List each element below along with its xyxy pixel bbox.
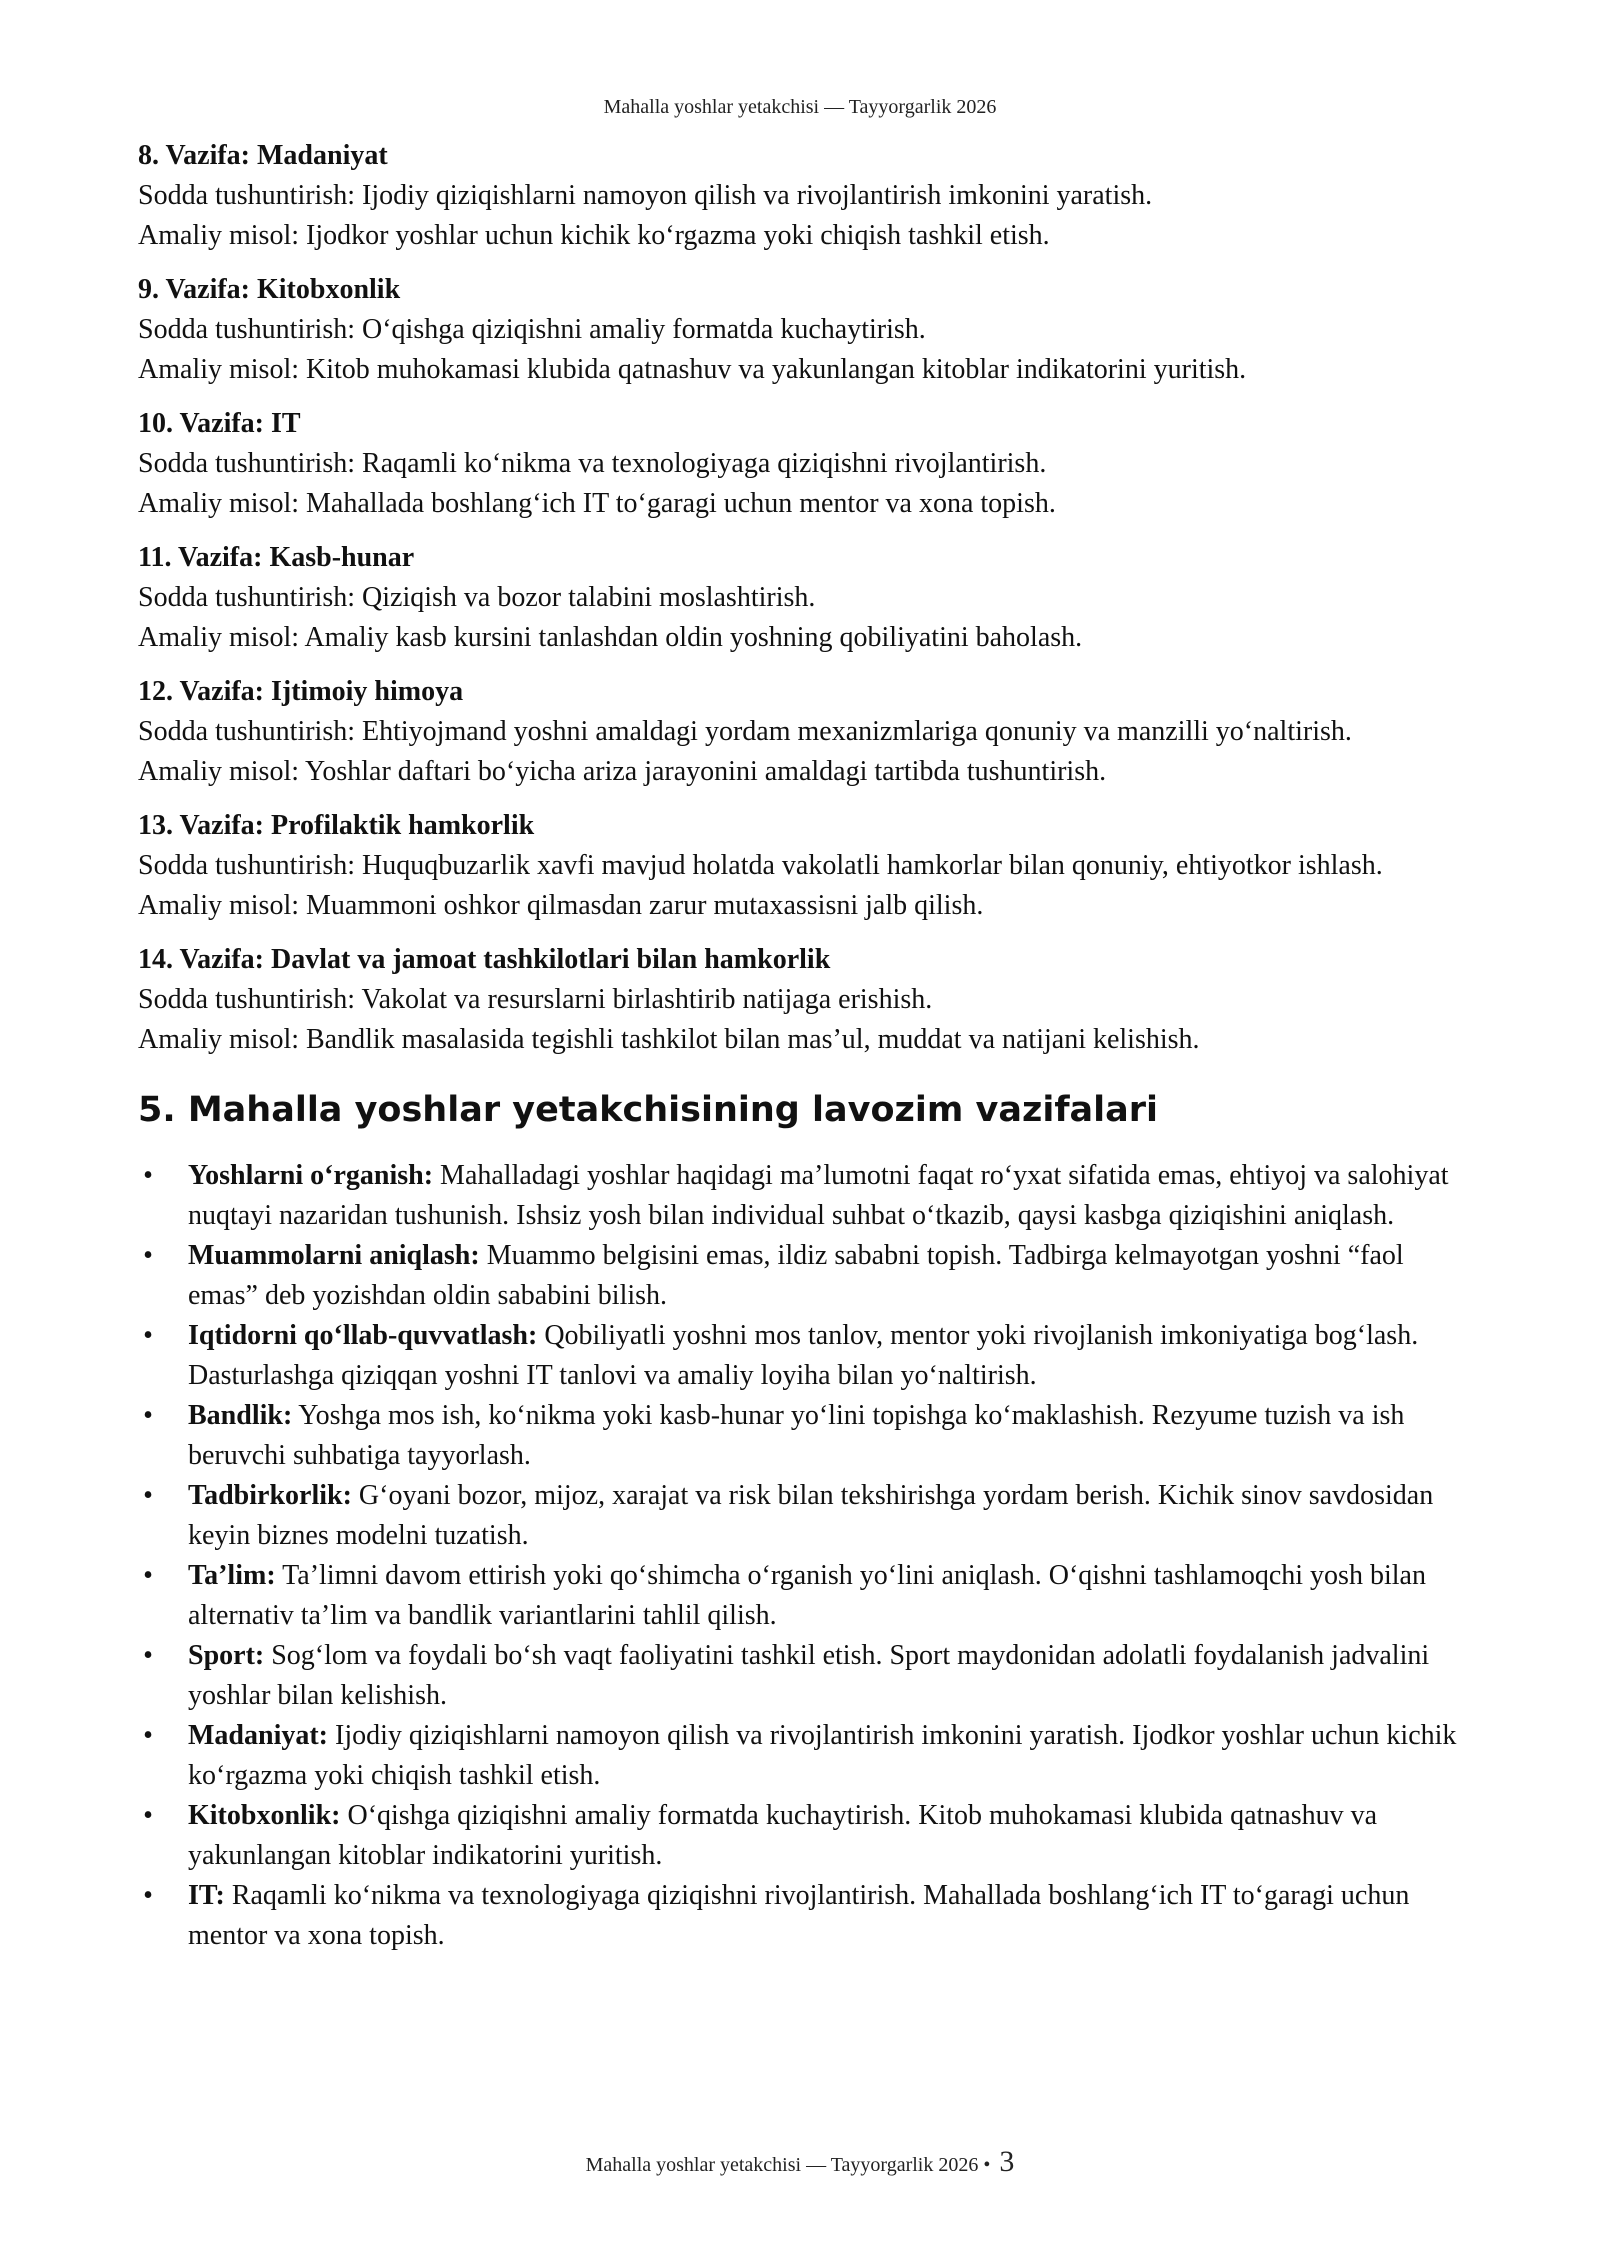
task-item — [138, 672, 1478, 792]
list-item — [138, 1636, 1478, 1716]
task-title: 8. Vazifa: Madaniyat — [138, 140, 388, 171]
task-title: 13. Vazifa: Profilaktik hamkorlik — [138, 810, 535, 841]
task-example: Amaliy misol: Muammoni oshkor qilmasdan zarur mutaxassisni jalb qilish. — [138, 890, 984, 921]
task-explanation: Sodda tushuntirish: Vakolat va resurslarni birlashtirib natijaga erishish. — [138, 984, 933, 1015]
task-explanation: Sodda tushuntirish: Ijodiy qiziqishlarni namoyon qilish va rivojlantirish imkonini yaratish. — [138, 180, 1153, 211]
task-item — [138, 404, 1478, 524]
bullet-icon: • — [143, 1400, 153, 1431]
task-example: Amaliy misol: Bandlik masalasida tegishli tashkilot bilan mas’ul, muddat va natijani kelishish. — [138, 1024, 1200, 1055]
list-item — [138, 1396, 1478, 1476]
task-item — [138, 940, 1478, 1060]
task-title: 9. Vazifa: Kitobxonlik — [138, 274, 401, 305]
bullet-icon: • — [143, 1240, 153, 1271]
list-item — [138, 1476, 1478, 1556]
list-item — [138, 1876, 1478, 1956]
task-explanation: Sodda tushuntirish: O‘qishga qiziqishni amaliy formatda kuchaytirish. — [138, 314, 926, 345]
task-title: 11. Vazifa: Kasb-hunar — [138, 542, 415, 573]
list-item — [138, 1236, 1478, 1316]
bullet-icon: • — [143, 1720, 153, 1751]
task-example: Amaliy misol: Kitob muhokamasi klubida qatnashuv va yakunlangan kitoblar indikatorini yuritish. — [138, 354, 1247, 385]
list-item — [138, 1716, 1478, 1796]
footer-title: Mahalla yoshlar yetakchisi — Tayyorgarlik 2026 — [585, 2154, 979, 2176]
task-example: Amaliy misol: Mahallada boshlang‘ich IT to‘garagi uchun mentor va xona topish. — [138, 488, 1056, 519]
duty-text: Muammo belgisini emas, ildiz sababni topish. Tadbirga kelmayotgan yoshni “faol emas” deb yozishdan oldin sababini bilish. — [188, 1240, 1404, 1311]
bullet-icon: • — [143, 1800, 153, 1831]
task-explanation: Sodda tushuntirish: Ehtiyojmand yoshni amaldagi yordam mexanizmlariga qonuniy va manzilli yo‘naltirish. — [138, 716, 1352, 747]
section-heading: 5. Mahalla yoshlar yetakchisining lavozim vazifalari — [138, 1090, 1159, 1130]
duty-text: Yoshga mos ish, ko‘nikma yoki kasb-hunar yo‘lini topishga ko‘maklashish. Rezyume tuzish va ish beruvchi suhbatiga tayyorlash. — [188, 1400, 1405, 1471]
bullet-icon: • — [143, 1560, 153, 1591]
task-example: Amaliy misol: Amaliy kasb kursini tanlashdan oldin yoshning qobiliyatini baholash. — [138, 622, 1083, 653]
duty-term: Yoshlarni o‘rganish: — [188, 1160, 434, 1191]
task-title: 14. Vazifa: Davlat va jamoat tashkilotlari bilan hamkorlik — [138, 944, 831, 975]
list-item — [138, 1156, 1478, 1236]
task-explanation: Sodda tushuntirish: Raqamli ko‘nikma va texnologiyaga qiziqishni rivojlantirish. — [138, 448, 1047, 479]
bullet-icon: • — [143, 1880, 153, 1911]
task-explanation: Sodda tushuntirish: Qiziqish va bozor talabini moslashtirish. — [138, 582, 816, 613]
duty-text: G‘oyani bozor, mijoz, xarajat va risk bilan tekshirishga yordam berish. Kichik sinov savdosidan keyin biznes modelni tuzatish. — [188, 1480, 1434, 1551]
duty-term: Kitobxonlik: — [188, 1800, 341, 1831]
list-item — [138, 1556, 1478, 1636]
duties-list — [138, 1156, 1478, 1956]
duty-term: Iqtidorni qo‘llab-quvvatlash: — [188, 1320, 538, 1351]
duty-term: Ta’lim: — [188, 1560, 276, 1591]
task-item — [138, 806, 1478, 926]
duty-term: Muammolarni aniqlash: — [188, 1240, 480, 1271]
duty-text: O‘qishga qiziqishni amaliy formatda kuchaytirish. Kitob muhokamasi klubida qatnashuv va yakunlangan kitoblar indikatorini yuritish. — [188, 1800, 1378, 1871]
duty-term: IT: — [188, 1880, 225, 1911]
duty-text: Ta’limni davom ettirish yoki qo‘shimcha o‘rganish yo‘lini aniqlash. O‘qishni tashlamoqchi yosh bilan alternativ ta’lim va bandlik variantlarini tahlil qilish. — [188, 1560, 1426, 1631]
duty-text: Mahalladagi yoshlar haqidagi ma’lumotni faqat ro‘yxat sifatida emas, ehtiyoj va salohiyat nuqtayi nazaridan tushunish. Ishsiz yosh bilan individual suhbat o‘tkazib, qaysi kasbga qiziqishini aniqlash. — [188, 1160, 1449, 1231]
page-number: 3 — [999, 2145, 1015, 2178]
bullet-icon: • — [143, 1480, 153, 1511]
list-item — [138, 1796, 1478, 1876]
task-example: Amaliy misol: Ijodkor yoshlar uchun kichik ko‘rgazma yoki chiqish tashkil etish. — [138, 220, 1050, 251]
duty-text: Raqamli ko‘nikma va texnologiyaga qiziqishni rivojlantirish. Mahallada boshlang‘ich IT to‘garagi uchun mentor va xona topish. — [188, 1880, 1410, 1951]
duty-term: Tadbirkorlik: — [188, 1480, 352, 1511]
duty-text: Qobiliyatli yoshni mos tanlov, mentor yoki rivojlanish imkoniyatiga bog‘lash. Dasturlashga qiziqqan yoshni IT tanlovi va amaliy loyiha bilan yo‘naltirish. — [188, 1320, 1419, 1391]
duty-term: Bandlik: — [188, 1400, 293, 1431]
bullet-icon: • — [143, 1160, 153, 1191]
task-example: Amaliy misol: Yoshlar daftari bo‘yicha ariza jarayonini amaldagi tartibda tushuntirish. — [138, 756, 1107, 787]
task-item — [138, 136, 1478, 256]
footer-separator: • — [983, 2154, 991, 2176]
task-title: 10. Vazifa: IT — [138, 408, 301, 439]
running-footer — [0, 2145, 1600, 2179]
task-item — [138, 538, 1478, 658]
task-explanation: Sodda tushuntirish: Huquqbuzarlik xavfi mavjud holatda vakolatli hamkorlar bilan qonuniy, ehtiyotkor ishlash. — [138, 850, 1383, 881]
list-item — [138, 1316, 1478, 1396]
task-title: 12. Vazifa: Ijtimoiy himoya — [138, 676, 464, 707]
duty-term: Madaniyat: — [188, 1720, 328, 1751]
duty-text: Sog‘lom va foydali bo‘sh vaqt faoliyatini tashkil etish. Sport maydonidan adolatli foydalanish jadvalini yoshlar bilan kelishish. — [188, 1640, 1430, 1711]
duty-term: Sport: — [188, 1640, 265, 1671]
running-header: Mahalla yoshlar yetakchisi — Tayyorgarlik 2026 — [603, 96, 997, 118]
bullet-icon: • — [143, 1640, 153, 1671]
duty-text: Ijodiy qiziqishlarni namoyon qilish va rivojlantirish imkonini yaratish. Ijodkor yoshlar uchun kichik ko‘rgazma yoki chiqish tashkil etish. — [188, 1720, 1457, 1791]
page-content — [138, 136, 1478, 1956]
task-item — [138, 270, 1478, 390]
bullet-icon: • — [143, 1320, 153, 1351]
